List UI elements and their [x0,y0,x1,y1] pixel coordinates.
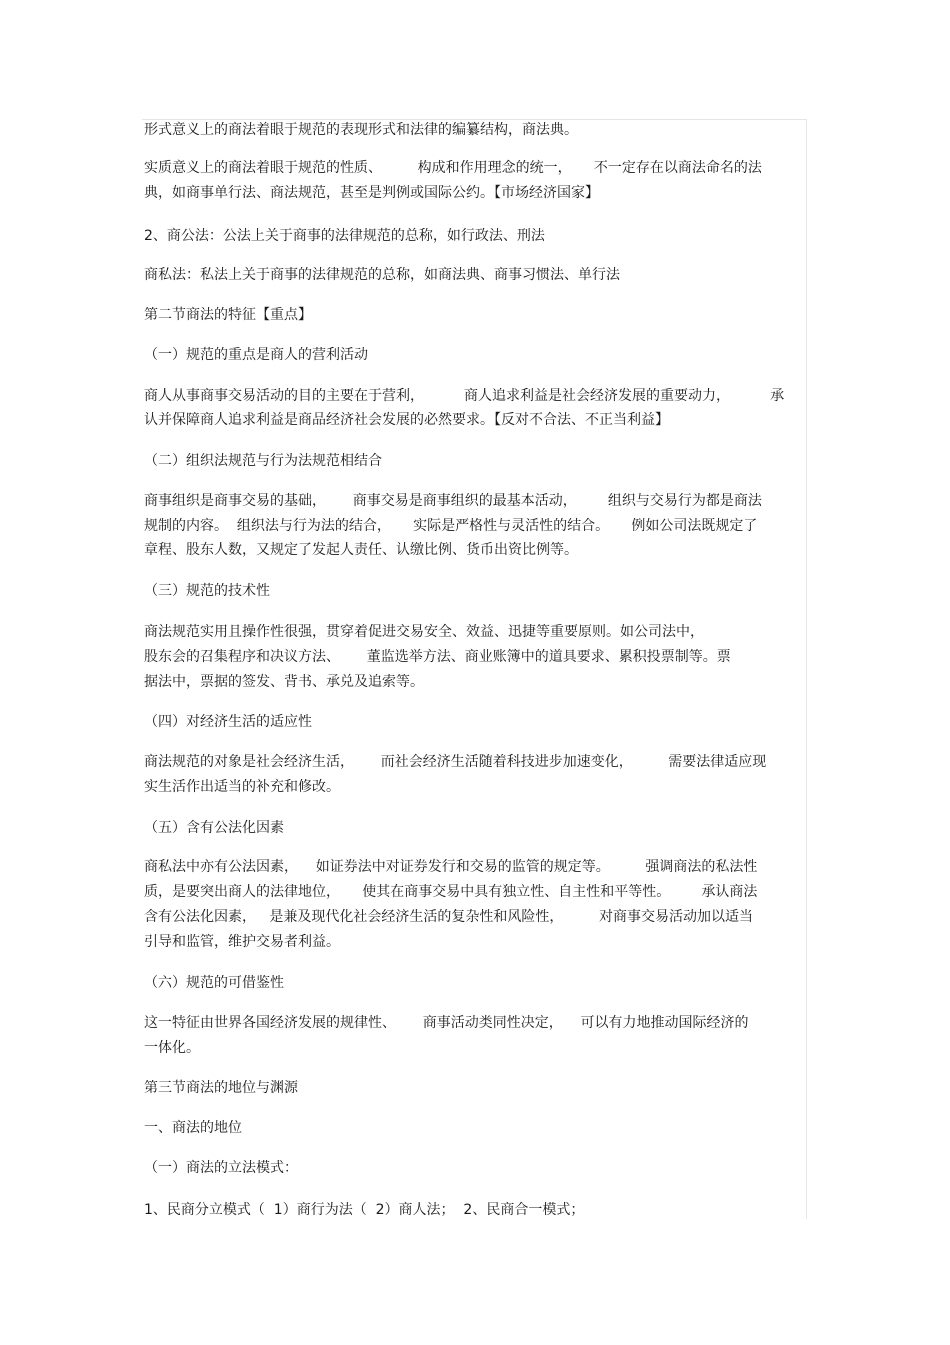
paragraph-organization-line1: 商事组织是商事交易的基础， 商事交易是商事组织的最基本活动， 组织与交易行为都是商法 [144,493,762,509]
paragraph-public-law-line1: 商私法中亦有公法因素， 如证券法中对证券发行和交易的监管的规定等。 强调商法的私法性 [144,859,758,875]
subheading-referenceability: （六）规范的可借鉴性 [144,975,284,991]
paragraph-formal-commercial-law: 形式意义上的商法着眼于规范的表现形式和法律的编纂结构，商法典。 [144,122,578,138]
paragraph-referenceability-line1: 这一特征由世界各国经济发展的规律性、 商事活动类同性决定， 可以有力地推动国际经济的 [144,1015,749,1031]
subheading-organization-behavior: （二）组织法规范与行为法规范相结合 [144,453,382,469]
paragraph-technical-line3: 据法中，票据的签发、背书、承兑及追索等。 [144,674,424,690]
section-heading-features: 第二节商法的特征【重点】 [144,307,312,323]
subheading-technical: （三）规范的技术性 [144,583,270,599]
paragraph-substantive-commercial-law-line1: 实质意义上的商法着眼于规范的性质、 构成和作用理念的统一， 不一定存在以商法命名的法 [144,160,762,176]
paragraph-profit-line1: 商人从事商事交易活动的目的主要在于营利， 商人追求利益是社会经济发展的重要动力， 承 [144,388,785,404]
paragraph-legislative-modes: 1、民商分立模式（ 1）商行为法（ 2）商人法； 2、民商合一模式； [144,1202,585,1218]
paragraph-public-law-line4: 引导和监管，维护交易者利益。 [144,934,340,950]
section-heading-status-sources: 第三节商法的地位与渊源 [144,1080,298,1096]
paragraph-public-law-line3: 含有公法化因素， 是兼及现代化社会经济生活的复杂性和风险性， 对商事交易活动加以适当 [144,909,753,925]
subheading-adaptability: （四）对经济生活的适应性 [144,714,312,730]
paragraph-technical-line1: 商法规范实用且操作性很强，贯穿着促进交易安全、效益、迅捷等重要原则。如公司法中， [144,624,704,640]
paragraph-commercial-public-law: 2、商公法：公法上关于商事的法律规范的总称，如行政法、刑法 [144,228,545,244]
paragraph-public-law-line2: 质，是要突出商人的法律地位， 使其在商事交易中具有独立性、自主性和平等性。 承认商法 [144,884,758,900]
subheading-profit-activity: （一）规范的重点是商人的营利活动 [144,347,368,363]
paragraph-technical-line2: 股东会的召集程序和决议方法、 董监选举方法、商业账簿中的道具要求、累积投票制等。票 [144,649,731,665]
paragraph-adaptability-line1: 商法规范的对象是社会经济生活， 而社会经济生活随着科技进步加速变化， 需要法律适应现 [144,754,767,770]
paragraph-commercial-private-law: 商私法：私法上关于商事的法律规范的总称，如商法典、商事习惯法、单行法 [144,267,620,283]
paragraph-referenceability-line2: 一体化。 [144,1040,200,1056]
subheading-legislative-mode: （一）商法的立法模式： [144,1160,298,1176]
paragraph-profit-line2: 认并保障商人追求利益是商品经济社会发展的必然要求。【反对不合法、不正当利益】 [144,412,669,428]
paragraph-substantive-commercial-law-line2: 典，如商事单行法、商法规范，甚至是判例或国际公约。【市场经济国家】 [144,185,599,201]
subheading-public-law-factors: （五）含有公法化因素 [144,820,284,836]
paragraph-organization-line3: 章程、股东人数，又规定了发起人责任、认缴比例、货币出资比例等。 [144,542,578,558]
subheading-status: 一、商法的地位 [144,1120,242,1136]
paragraph-organization-line2: 规制的内容。 组织法与行为法的结合， 实际是严格性与灵活性的结合。 例如公司法既规定了 [144,518,758,534]
paragraph-adaptability-line2: 实生活作出适当的补充和修改。 [144,779,340,795]
